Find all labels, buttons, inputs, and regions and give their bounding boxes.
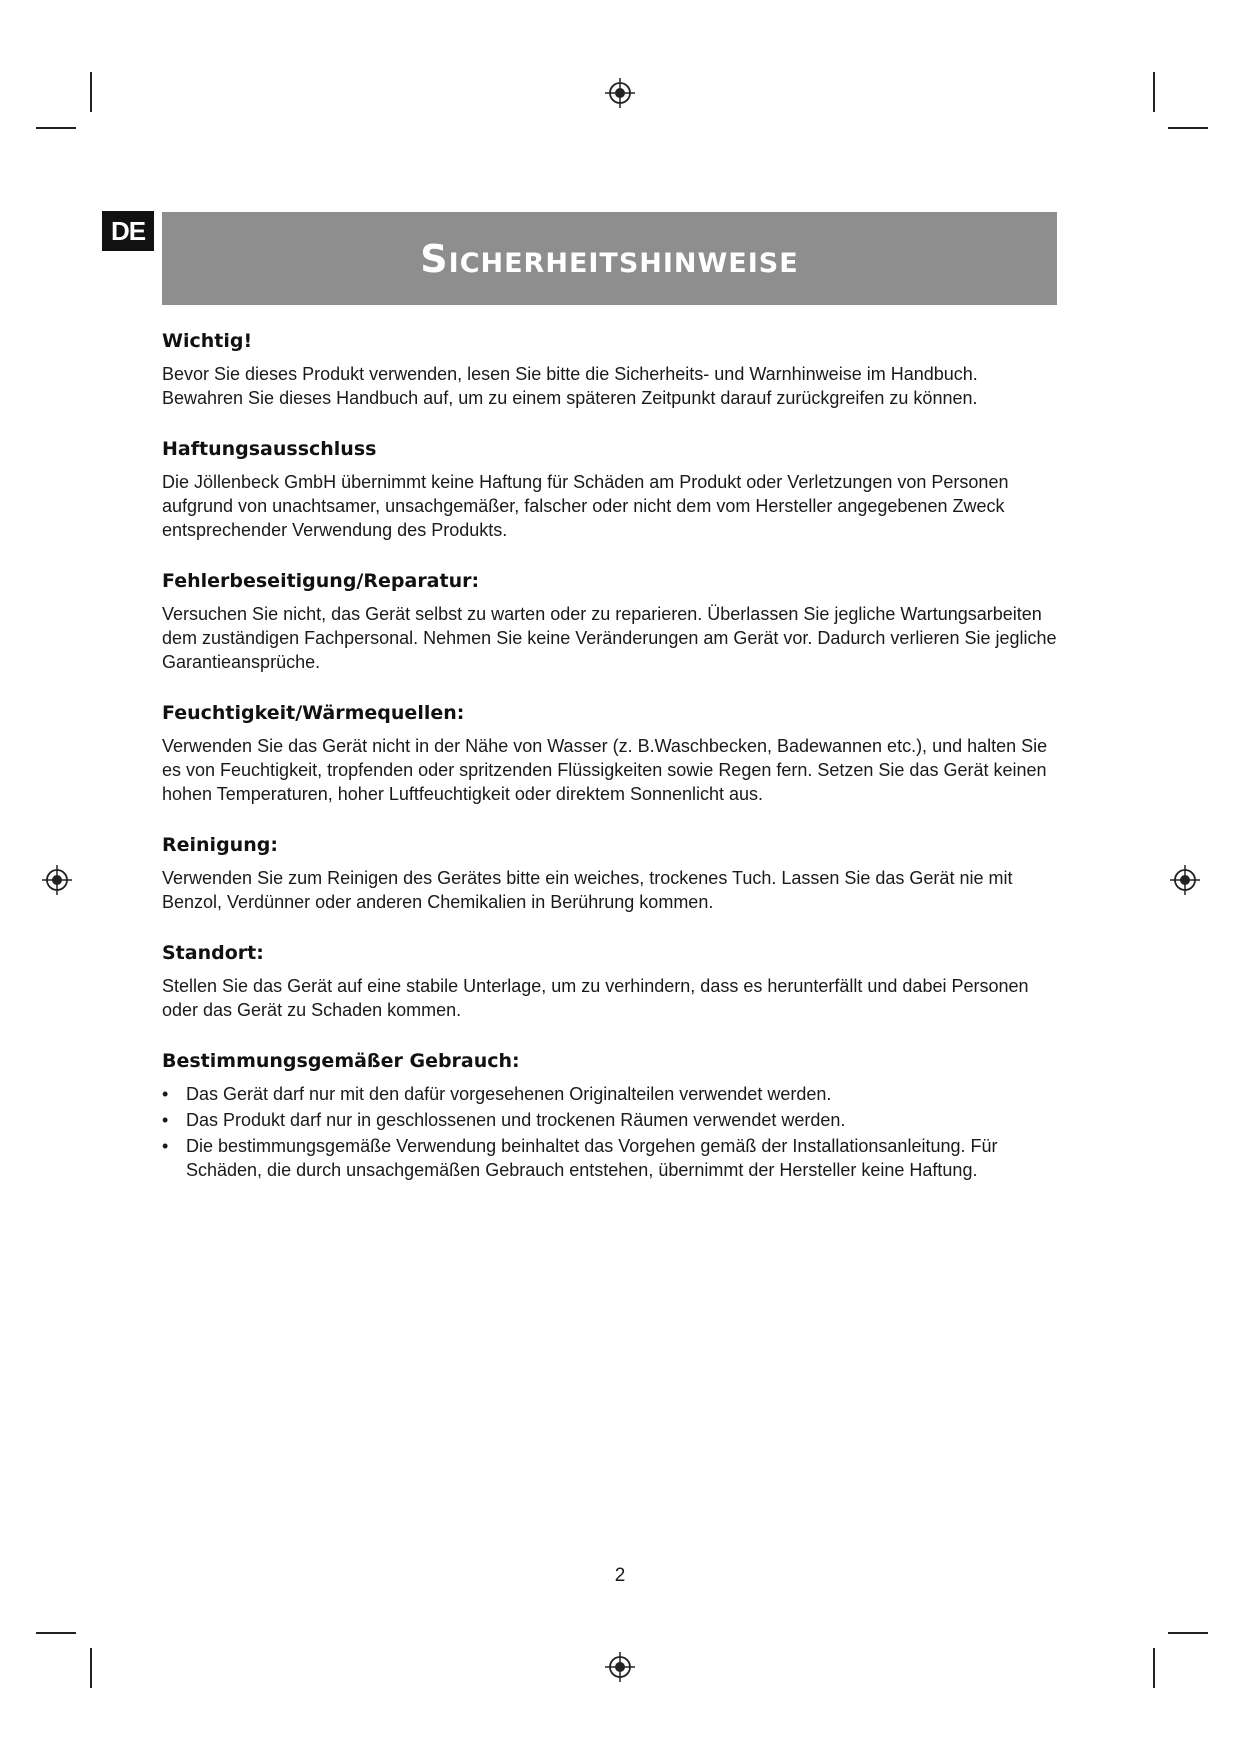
section-text: Verwenden Sie zum Reinigen des Gerätes bitte ein weiches, trockenes Tuch. Lassen Sie das Gerät nie mit Benzol, Verdünner oder anderen Chemikalien in Berührung kommen. <box>162 868 1013 912</box>
crop-mark <box>90 1648 92 1688</box>
page-number: 2 <box>614 1565 626 1586</box>
crop-mark <box>36 1632 76 1634</box>
section-standort <box>162 942 1057 1022</box>
section-text: Die Jöllenbeck GmbH übernimmt keine Haftung für Schäden am Produkt oder Verletzungen von Personen aufgrund von unachtsamer, unsachgemäßer, falscher oder nicht dem vom Hersteller angegebenen Zweck entsprechender Verwendung des Produkts. <box>162 472 1009 540</box>
language-badge: DE <box>102 211 154 251</box>
section-heading: Wichtig! <box>162 330 253 352</box>
crop-mark <box>36 127 76 129</box>
section-gebrauch <box>162 1050 1057 1182</box>
page-title: Sicherheitshinweise <box>420 236 799 281</box>
section-heading: Reinigung: <box>162 834 278 856</box>
title-banner <box>162 212 1057 305</box>
section-heading: Haftungsausschluss <box>162 438 377 460</box>
list-item: • Das Produkt darf nur in geschlossenen und trockenen Räumen verwendet werden. <box>162 1108 1057 1132</box>
section-text: Verwenden Sie das Gerät nicht in der Nähe von Wasser (z. B.Waschbecken, Badewannen etc.), und halten Sie es von Feuchtigkeit, tropfenden oder spritzenden Flüssigkeiten sowie Regen fern. Setzen Sie das Gerät keinen hohen Temperaturen, hoher Luftfeuchtigkeit oder direktem Sonnenlicht aus. <box>162 736 1048 804</box>
crop-mark <box>90 72 92 112</box>
registration-mark-icon <box>42 865 72 895</box>
section-text: Versuchen Sie nicht, das Gerät selbst zu warten oder zu reparieren. Überlassen Sie jegliche Wartungsarbeiten dem zuständigen Fachpersonal. Nehmen Sie keine Veränderungen am Gerät vor. Dadurch verlieren Sie jegliche Garantieansprüche. <box>162 604 1057 672</box>
crop-mark <box>1153 1648 1155 1688</box>
registration-mark-icon <box>1170 865 1200 895</box>
list-item: • Die bestimmungsgemäße Verwendung beinhaltet das Vorgehen gemäß der Installationsanleitung. Für Schäden, die durch unsachgemäßen Gebrauch entstehen, übernimmt der Hersteller keine Haftung. <box>162 1134 1057 1182</box>
section-heading: Feuchtigkeit/Wärmequellen: <box>162 702 465 724</box>
section-heading: Fehlerbeseitigung/Reparatur: <box>162 570 480 592</box>
main-content <box>162 330 1057 1210</box>
registration-mark-icon <box>605 1652 635 1682</box>
section-text: Bevor Sie dieses Produkt verwenden, lesen Sie bitte die Sicherheits- und Warnhinweise im Handbuch. Bewahren Sie dieses Handbuch auf, um zu einem späteren Zeitpunkt darauf zurückgreifen zu können. <box>162 364 978 408</box>
section-wichtig <box>162 330 1057 410</box>
section-feuchtigkeit <box>162 702 1057 806</box>
section-haftungsausschluss <box>162 438 1057 542</box>
crop-mark <box>1168 127 1208 129</box>
crop-mark <box>1168 1632 1208 1634</box>
list-item: • Das Gerät darf nur mit den dafür vorgesehenen Originalteilen verwendet werden. <box>162 1082 1057 1106</box>
section-heading: Standort: <box>162 942 264 964</box>
section-reparatur <box>162 570 1057 674</box>
section-reinigung <box>162 834 1057 914</box>
crop-mark <box>1153 72 1155 112</box>
registration-mark-icon <box>605 78 635 108</box>
section-heading: Bestimmungsgemäßer Gebrauch: <box>162 1050 520 1072</box>
usage-list <box>162 1082 1057 1182</box>
section-text: Stellen Sie das Gerät auf eine stabile Unterlage, um zu verhindern, dass es herunterfällt und dabei Personen oder das Gerät zu Schaden kommen. <box>162 976 1029 1020</box>
